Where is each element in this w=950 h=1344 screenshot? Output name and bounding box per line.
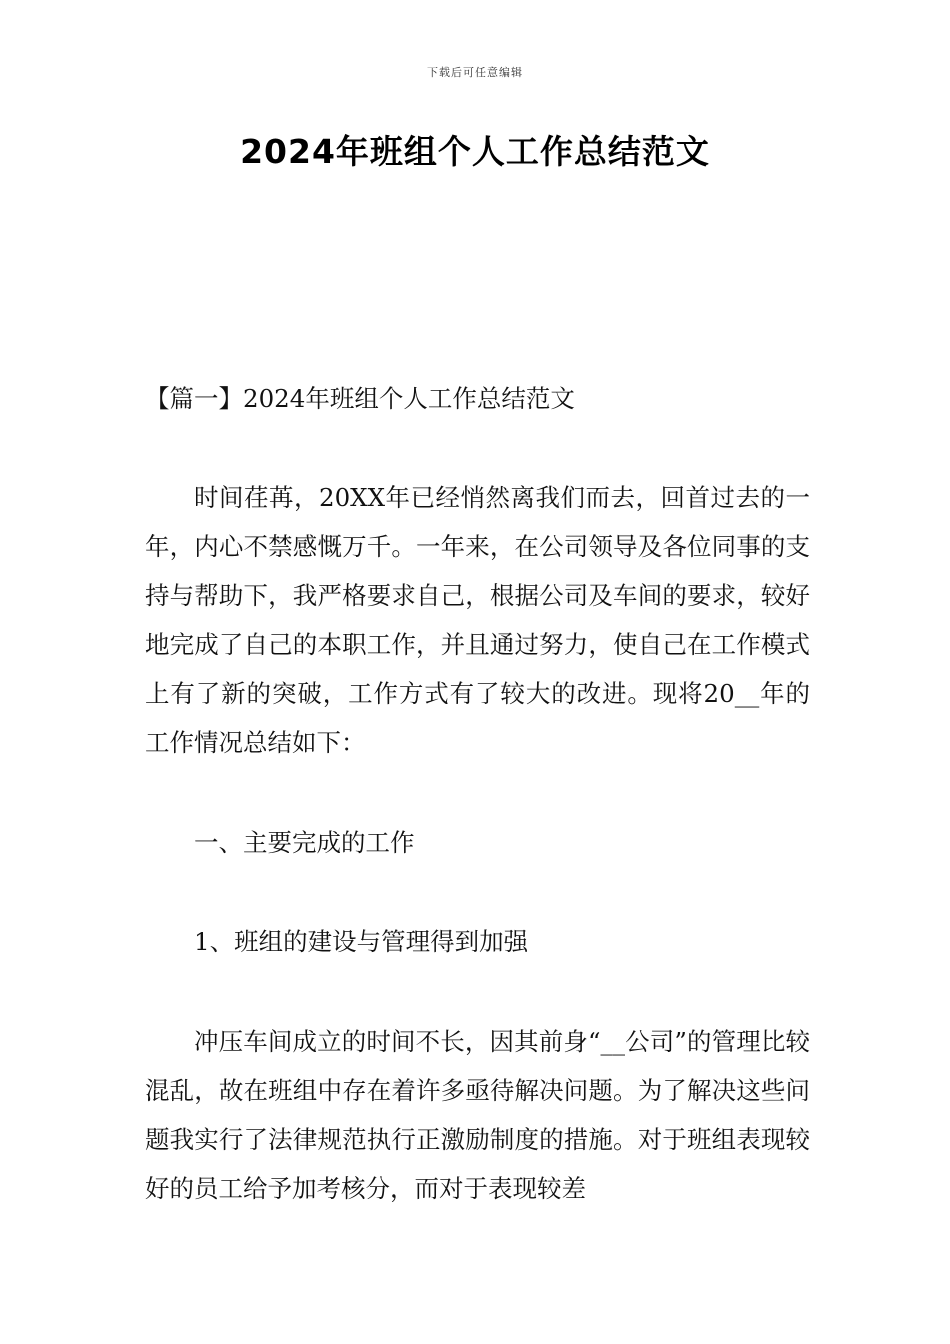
header-note: 下载后可任意编辑 [427,66,523,79]
document-title: 2024年班组个人工作总结范文 [240,132,710,171]
paragraph-heading-main-work: 一、主要完成的工作 [194,828,415,857]
section-heading: 【篇一】2024年班组个人工作总结范文 [145,384,575,413]
paragraph-team-management: 冲压车间成立的时间不长，因其前身“__公司”的管理比较混乱，故在班组中存在着许多亟待解决问题。为了解决这些问题我实行了法律规范执行正激励制度的措施。对于班组表现较好的员工给予加考核分，而对于表现较差 [145,1027,810,1203]
paragraph-subheading-team-building: 1、班组的建设与管理得到加强 [194,927,529,956]
paragraph-intro: 时间荏苒，20XX年已经悄然离我们而去，回首过去的一年，内心不禁感慨万千。一年来，在公司领导及各位同事的支持与帮助下，我严格要求自己，根据公司及车间的要求，较好地完成了自己的本职工作，并且通过努力，使自己在工作模式上有了新的突破，工作方式有了较大的改进。现将20__年的工作情况总结如下： [145,483,810,757]
